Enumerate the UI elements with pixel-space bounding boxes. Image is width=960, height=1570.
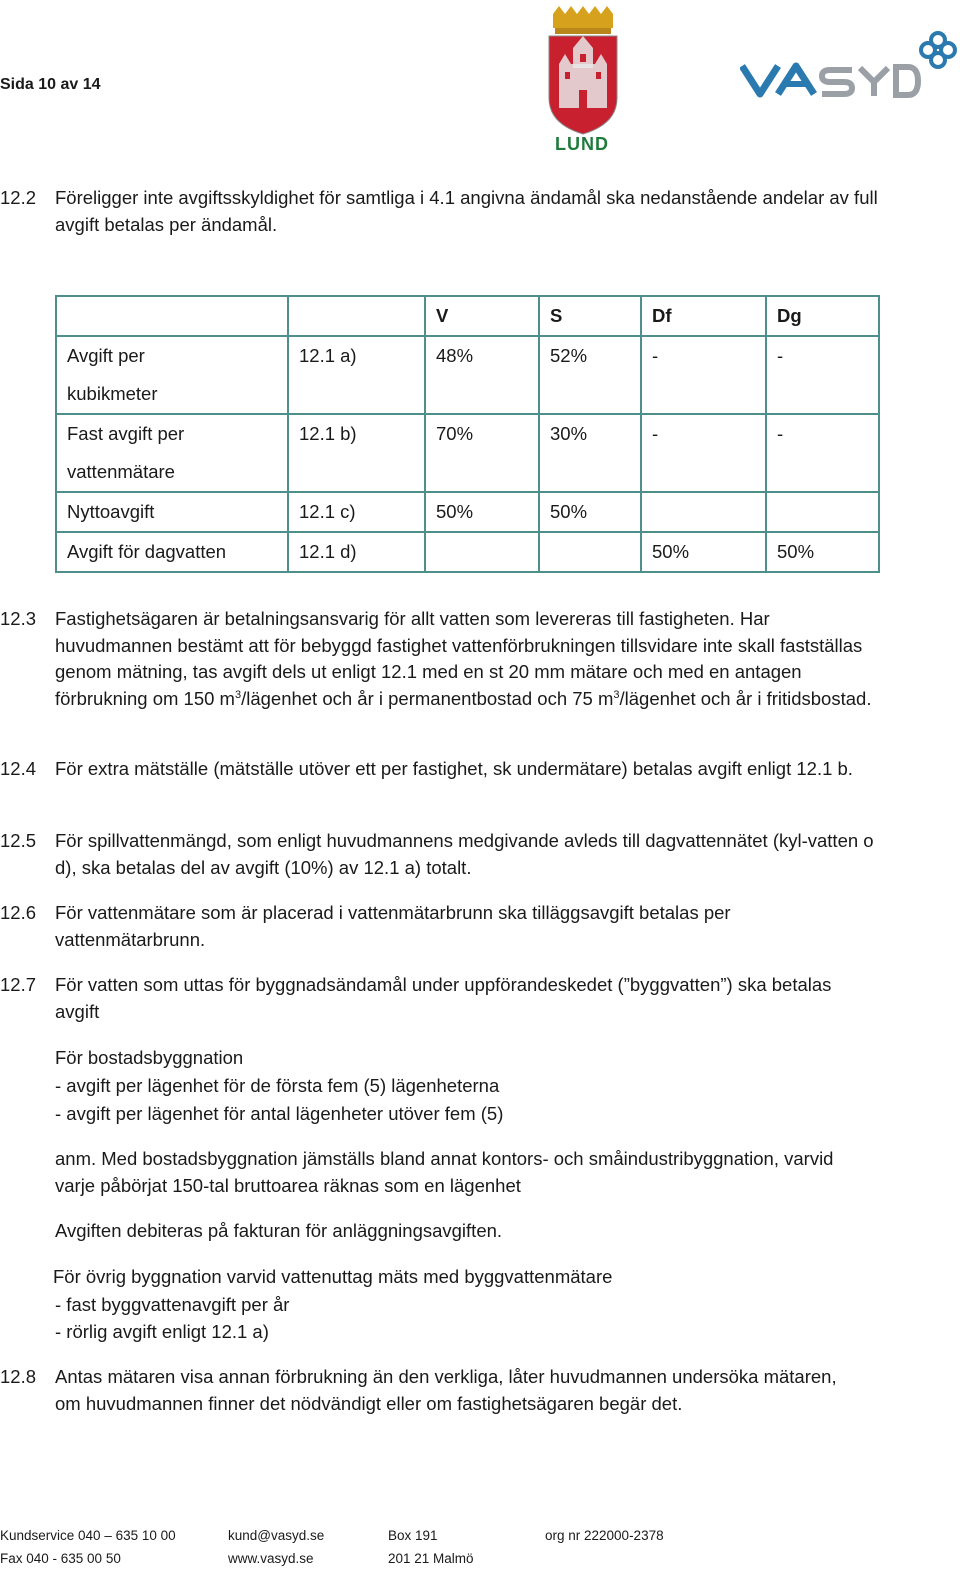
other-heading: För övrig byggnation varvid vattenuttag mäts med byggvattenmätare	[53, 1266, 613, 1287]
table-cell: Nyttoavgift	[56, 492, 288, 532]
section-number: 12.7	[0, 974, 37, 995]
section-text: För extra mätställe (mätställe utöver ett per fastighet, sk undermätare) betalas avgift enligt 12.1 b.	[55, 758, 853, 779]
table-cell: 12.1 b)	[288, 414, 425, 492]
footer-customer-service: Kundservice 040 – 635 10 00	[0, 1528, 176, 1543]
table-header-cell: S	[539, 296, 641, 336]
table-cell	[539, 532, 641, 572]
section-number: 12.6	[0, 902, 37, 923]
list-item: - fast byggvattenavgift per år	[55, 1294, 290, 1315]
table-cell: 50%	[425, 492, 539, 532]
lund-seal	[543, 6, 623, 154]
list-item: - rörlig avgift enligt 12.1 a)	[55, 1321, 269, 1342]
table-cell: 12.1 a)	[288, 336, 425, 414]
superscript: 3	[234, 688, 242, 701]
list-item: - avgift per lägenhet för de första fem (5) lägenheterna	[55, 1075, 500, 1096]
section-number: 12.2	[0, 187, 37, 208]
section-text: För spillvattenmängd, som enligt huvudmannens medgivande avleds till dagvattennätet (kyl-vatten o d), ska betalas del av avgift (10%) av 12.1 a) totalt.	[55, 830, 874, 878]
table-cell: 52%	[539, 336, 641, 414]
section-text	[55, 606, 875, 712]
section-text: Föreligger inte avgiftsskyldighet för samtliga i 4.1 angivna ändamål ska nedanstående andelar av full avgift betalas per ändamål.	[55, 187, 878, 235]
bostad-heading: För bostadsbyggnation	[55, 1047, 244, 1068]
table-cell	[641, 492, 766, 532]
section-text: Antas mätaren visa annan förbrukning än den verkliga, låter huvudmannen undersöka mätaren, om huvudmannen finner det nödvändigt eller om fastighetsägaren begär det.	[55, 1366, 837, 1414]
footer-fax: Fax 040 - 635 00 50	[0, 1551, 121, 1566]
section-text-part: /lägenhet och år i permanentbostad och 75 m	[241, 687, 614, 709]
table-cell: 12.1 c)	[288, 492, 425, 532]
superscript: 3	[613, 688, 620, 701]
section-text: För vattenmätare som är placerad i vattenmätarbrunn ska tilläggsavgift betalas per vattenmätarbrunn.	[55, 902, 731, 950]
table-header-cell: Dg	[766, 296, 879, 336]
section-number: 12.5	[0, 830, 37, 851]
table-cell: 50%	[641, 532, 766, 572]
page-number: Sida 10 av 14	[0, 76, 101, 93]
vasyd-logo	[740, 30, 960, 100]
table-row	[56, 492, 879, 532]
footer-box: Box 191	[388, 1528, 438, 1543]
footer-postal: 201 21 Malmö	[388, 1551, 474, 1566]
table-row	[56, 336, 879, 414]
table-cell-text: Fast avgift per vattenmätare	[67, 423, 185, 482]
fee-share-table	[55, 295, 880, 573]
table-row	[56, 532, 879, 572]
table-cell	[425, 532, 539, 572]
table-cell: 70%	[425, 414, 539, 492]
table-cell: 30%	[539, 414, 641, 492]
table-header-cell	[56, 296, 288, 336]
table-cell: Avgift för dagvatten	[56, 532, 288, 572]
section-text-part: Fastighetsägaren är betalningsansvarig för allt vatten som levereras till fastigheten. Har huvudmannen bestämt att för bebyggd fastighet vattenförbrukningen tillsvidare inte skall fastställas genom mätning, tas avgift dels ut enligt 12.1 med en st 20 mm mätare och med en antagen förbrukning om 150 m	[55, 608, 863, 709]
seal-label: LUND	[555, 134, 609, 154]
table-header-cell	[288, 296, 425, 336]
table-cell	[766, 492, 879, 532]
table-header-cell: Df	[641, 296, 766, 336]
table-header-row	[56, 296, 879, 336]
table-cell	[56, 336, 288, 414]
section-number: 12.8	[0, 1366, 37, 1387]
note-text: anm. Med bostadsbyggnation jämställs bland annat kontors- och småindustribyggnation, varvid varje påbörjat 150-tal bruttoarea räknas som en lägenhet	[55, 1148, 834, 1196]
section-text-part: /lägenhet och år i fritidsbostad.	[619, 687, 872, 709]
table-header-cell: V	[425, 296, 539, 336]
table-cell: 50%	[766, 532, 879, 572]
footer-website: www.vasyd.se	[228, 1551, 314, 1566]
list-item: - avgift per lägenhet för antal lägenheter utöver fem (5)	[55, 1103, 504, 1124]
invoice-note: Avgiften debiteras på fakturan för anläggningsavgiften.	[55, 1220, 503, 1241]
table-cell: -	[641, 414, 766, 492]
table-cell-text: Avgift per kubikmeter	[67, 345, 158, 404]
table-cell: 48%	[425, 336, 539, 414]
section-text: För vatten som uttas för byggnadsändamål under uppförandeskedet (”byggvatten”) ska betalas avgift	[55, 974, 832, 1022]
table-cell: -	[766, 336, 879, 414]
table-cell: 12.1 d)	[288, 532, 425, 572]
table-cell: -	[641, 336, 766, 414]
table-row	[56, 414, 879, 492]
section-number: 12.3	[0, 608, 37, 629]
section-number: 12.4	[0, 758, 37, 779]
table-cell	[56, 414, 288, 492]
table-cell: 50%	[539, 492, 641, 532]
vasyd-logo-icon	[740, 30, 960, 100]
footer-email: kund@vasyd.se	[228, 1528, 325, 1543]
table-cell: -	[766, 414, 879, 492]
footer-org-number: org nr 222000-2378	[545, 1528, 664, 1543]
lund-coat-of-arms-icon	[543, 6, 623, 154]
